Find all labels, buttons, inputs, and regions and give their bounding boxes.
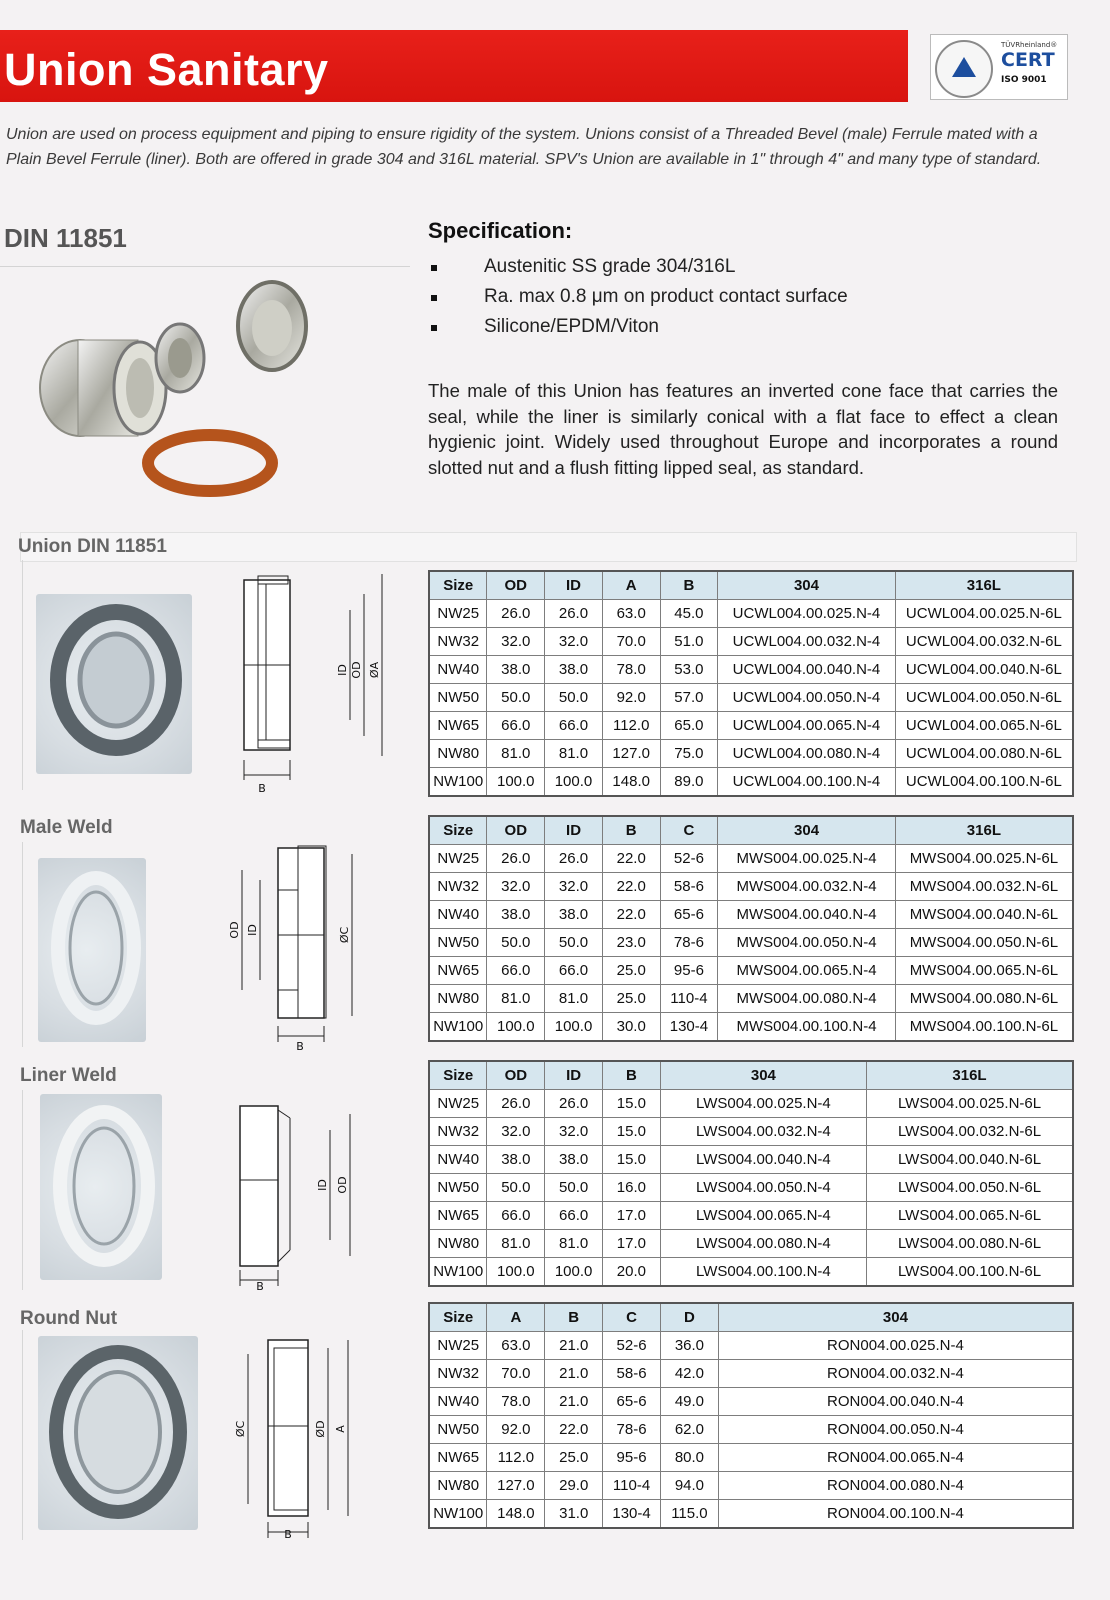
column-header: 304 bbox=[718, 571, 896, 600]
table-cell: MWS004.00.080.N-6L bbox=[895, 985, 1073, 1013]
table-cell: 130-4 bbox=[603, 1500, 661, 1529]
table-cell: 17.0 bbox=[603, 1202, 661, 1230]
table-row bbox=[429, 712, 1073, 740]
table-cell: UCWL004.00.065.N-6L bbox=[895, 712, 1073, 740]
table-cell: LWS004.00.025.N-4 bbox=[660, 1090, 866, 1118]
table-cell: 23.0 bbox=[602, 929, 660, 957]
product-photo bbox=[20, 278, 390, 498]
table-cell: 32.0 bbox=[487, 873, 545, 901]
cert-word: CERT bbox=[1001, 49, 1055, 71]
table-cell: 80.0 bbox=[661, 1444, 719, 1472]
table-cell: MWS004.00.065.N-4 bbox=[718, 957, 896, 985]
table-cell: 36.0 bbox=[661, 1332, 719, 1360]
table-cell: 38.0 bbox=[487, 656, 545, 684]
table-cell: 63.0 bbox=[602, 600, 660, 628]
table-cell: MWS004.00.032.N-6L bbox=[895, 873, 1073, 901]
column-header: 316L bbox=[895, 571, 1073, 600]
table-cell: UCWL004.00.100.N-4 bbox=[718, 768, 896, 797]
column-header: 304 bbox=[660, 1061, 866, 1090]
table-cell: 100.0 bbox=[487, 1013, 545, 1042]
table-cell: 130-4 bbox=[660, 1013, 718, 1042]
table-cell: UCWL004.00.032.N-6L bbox=[895, 628, 1073, 656]
column-header: OD bbox=[487, 816, 545, 845]
column-header: B bbox=[602, 816, 660, 845]
table-cell: 65-6 bbox=[660, 901, 718, 929]
cert-badge bbox=[930, 34, 1068, 100]
column-header: Size bbox=[429, 1303, 487, 1332]
column-header: B bbox=[545, 1303, 603, 1332]
male-weld-drawing bbox=[220, 840, 390, 1050]
table-cell: NW50 bbox=[429, 1174, 487, 1202]
table-cell: 15.0 bbox=[603, 1118, 661, 1146]
table-row bbox=[429, 985, 1073, 1013]
table-cell: 70.0 bbox=[602, 628, 660, 656]
table-cell: LWS004.00.050.N-6L bbox=[867, 1174, 1073, 1202]
table-cell: 58-6 bbox=[603, 1360, 661, 1388]
table-cell: NW25 bbox=[429, 1332, 487, 1360]
table-cell: 81.0 bbox=[545, 1230, 603, 1258]
table-cell: 32.0 bbox=[545, 1118, 603, 1146]
table-cell: MWS004.00.100.N-4 bbox=[718, 1013, 896, 1042]
union-photo bbox=[36, 594, 192, 774]
round-nut-table bbox=[428, 1302, 1074, 1529]
table-cell: 26.0 bbox=[487, 845, 545, 873]
table-cell: MWS004.00.050.N-4 bbox=[718, 929, 896, 957]
table-row bbox=[429, 1013, 1073, 1042]
table-cell: LWS004.00.040.N-6L bbox=[867, 1146, 1073, 1174]
table-cell: NW40 bbox=[429, 656, 487, 684]
table-cell: 89.0 bbox=[660, 768, 718, 797]
table-cell: MWS004.00.025.N-6L bbox=[895, 845, 1073, 873]
section-label-union: Union DIN 11851 bbox=[18, 536, 167, 557]
table-cell: 51.0 bbox=[660, 628, 718, 656]
column-header: Size bbox=[429, 571, 487, 600]
table-cell: NW40 bbox=[429, 901, 487, 929]
table-row bbox=[429, 929, 1073, 957]
table-cell: 29.0 bbox=[545, 1472, 603, 1500]
table-cell: 62.0 bbox=[661, 1416, 719, 1444]
table-row bbox=[429, 740, 1073, 768]
table-cell: 20.0 bbox=[603, 1258, 661, 1287]
table-row bbox=[429, 768, 1073, 797]
column-header: ID bbox=[545, 1061, 603, 1090]
table-cell: NW80 bbox=[429, 1472, 487, 1500]
drawing-label: ID bbox=[246, 924, 259, 936]
table-cell: NW80 bbox=[429, 985, 487, 1013]
table-cell: UCWL004.00.025.N-6L bbox=[895, 600, 1073, 628]
table-cell: 17.0 bbox=[603, 1230, 661, 1258]
table-cell: NW50 bbox=[429, 684, 487, 712]
table-cell: 50.0 bbox=[487, 929, 545, 957]
drawing-label: A bbox=[334, 1425, 347, 1433]
table-cell: 50.0 bbox=[545, 929, 603, 957]
table-cell: RON004.00.100.N-4 bbox=[718, 1500, 1073, 1529]
table-cell: RON004.00.025.N-4 bbox=[718, 1332, 1073, 1360]
column-header: 304 bbox=[718, 1303, 1073, 1332]
table-cell: 26.0 bbox=[545, 600, 603, 628]
table-cell: MWS004.00.100.N-6L bbox=[895, 1013, 1073, 1042]
table-cell: LWS004.00.100.N-6L bbox=[867, 1258, 1073, 1287]
table-row bbox=[429, 957, 1073, 985]
table-cell: UCWL004.00.040.N-4 bbox=[718, 656, 896, 684]
table-cell: UCWL004.00.100.N-6L bbox=[895, 768, 1073, 797]
spec-list bbox=[428, 252, 848, 342]
table-cell: LWS004.00.100.N-4 bbox=[660, 1258, 866, 1287]
male-weld-photo bbox=[38, 858, 146, 1042]
table-cell: 63.0 bbox=[487, 1332, 545, 1360]
round-nut-drawing bbox=[230, 1334, 390, 1540]
table-cell: 81.0 bbox=[545, 985, 603, 1013]
page-title: Union Sanitary bbox=[4, 44, 329, 95]
intro-paragraph: Union are used on process equipment and piping to ensure rigidity of the system. Unions consist of a Threaded Bevel (male) Ferrule mated with a Plain Bevel Ferrule (liner). Both are offered in grade 304 and 316L material. SPV's Union are available in 1" through 4" and many type of standard. bbox=[6, 126, 1042, 168]
table-cell: 22.0 bbox=[602, 845, 660, 873]
table-cell: LWS004.00.080.N-6L bbox=[867, 1230, 1073, 1258]
table-cell: 26.0 bbox=[487, 1090, 545, 1118]
column-header: D bbox=[661, 1303, 719, 1332]
table-cell: 38.0 bbox=[545, 1146, 603, 1174]
column-header: A bbox=[602, 571, 660, 600]
table-cell: 22.0 bbox=[602, 873, 660, 901]
bullet-icon bbox=[431, 295, 437, 301]
table-cell: 32.0 bbox=[487, 1118, 545, 1146]
table-cell: LWS004.00.025.N-6L bbox=[867, 1090, 1073, 1118]
cert-standard: ISO 9001 bbox=[1001, 75, 1047, 85]
table-row bbox=[429, 1472, 1073, 1500]
table-cell: 65-6 bbox=[603, 1388, 661, 1416]
table-cell: NW32 bbox=[429, 1360, 487, 1388]
table-row bbox=[429, 1202, 1073, 1230]
table-cell: 81.0 bbox=[487, 740, 545, 768]
table-row bbox=[429, 873, 1073, 901]
table-cell: LWS004.00.065.N-6L bbox=[867, 1202, 1073, 1230]
table-cell: NW80 bbox=[429, 740, 487, 768]
column-header: ID bbox=[545, 816, 603, 845]
cert-company: TÜVRheinland® bbox=[1001, 41, 1058, 49]
drawing-label: ØD bbox=[314, 1420, 327, 1438]
table-cell: 100.0 bbox=[487, 1258, 545, 1287]
table-cell: 66.0 bbox=[545, 1202, 603, 1230]
table-cell: 26.0 bbox=[487, 600, 545, 628]
table-cell: NW25 bbox=[429, 845, 487, 873]
table-cell: 15.0 bbox=[603, 1090, 661, 1118]
table-row bbox=[429, 845, 1073, 873]
table-cell: 57.0 bbox=[660, 684, 718, 712]
section-label-nut: Round Nut bbox=[20, 1308, 118, 1329]
table-cell: NW100 bbox=[429, 1013, 487, 1042]
table-cell: 92.0 bbox=[602, 684, 660, 712]
table-cell: NW50 bbox=[429, 929, 487, 957]
table-cell: 66.0 bbox=[487, 1202, 545, 1230]
list-item bbox=[428, 312, 848, 342]
table-cell: 52-6 bbox=[603, 1332, 661, 1360]
table-cell: LWS004.00.080.N-4 bbox=[660, 1230, 866, 1258]
table-cell: UCWL004.00.080.N-4 bbox=[718, 740, 896, 768]
table-cell: NW65 bbox=[429, 1444, 487, 1472]
spec-item-text: Silicone/EPDM/Viton bbox=[484, 316, 659, 337]
liner-weld-table bbox=[428, 1060, 1074, 1287]
table-cell: 75.0 bbox=[660, 740, 718, 768]
table-cell: NW65 bbox=[429, 712, 487, 740]
table-cell: 112.0 bbox=[602, 712, 660, 740]
table-row bbox=[429, 1444, 1073, 1472]
table-cell: 16.0 bbox=[603, 1174, 661, 1202]
column-header: 304 bbox=[718, 816, 896, 845]
table-cell: UCWL004.00.050.N-4 bbox=[718, 684, 896, 712]
table-cell: 21.0 bbox=[545, 1332, 603, 1360]
round-nut-photo bbox=[38, 1336, 198, 1530]
table-cell: 92.0 bbox=[487, 1416, 545, 1444]
table-row bbox=[429, 1230, 1073, 1258]
table-cell: 78-6 bbox=[660, 929, 718, 957]
table-row bbox=[429, 1090, 1073, 1118]
table-cell: NW100 bbox=[429, 1258, 487, 1287]
table-cell: UCWL004.00.065.N-4 bbox=[718, 712, 896, 740]
table-cell: 42.0 bbox=[661, 1360, 719, 1388]
table-row bbox=[429, 1258, 1073, 1287]
table-cell: 38.0 bbox=[487, 901, 545, 929]
table-row bbox=[429, 1416, 1073, 1444]
table-header-row bbox=[429, 816, 1073, 845]
table-cell: RON004.00.050.N-4 bbox=[718, 1416, 1073, 1444]
table-row bbox=[429, 656, 1073, 684]
spec-title: Specification: bbox=[428, 218, 573, 243]
table-cell: MWS004.00.080.N-4 bbox=[718, 985, 896, 1013]
table-cell: 148.0 bbox=[602, 768, 660, 797]
drawing-label: OD bbox=[350, 661, 363, 679]
table-row bbox=[429, 1332, 1073, 1360]
table-cell: 32.0 bbox=[545, 873, 603, 901]
table-cell: NW100 bbox=[429, 1500, 487, 1529]
table-cell: 38.0 bbox=[545, 656, 603, 684]
din-title: DIN 11851 bbox=[4, 223, 127, 253]
table-cell: 66.0 bbox=[487, 957, 545, 985]
table-cell: 95-6 bbox=[660, 957, 718, 985]
table-cell: NW40 bbox=[429, 1388, 487, 1416]
table-cell: MWS004.00.040.N-4 bbox=[718, 901, 896, 929]
table-cell: 25.0 bbox=[602, 985, 660, 1013]
table-row bbox=[429, 1388, 1073, 1416]
cert-seal-icon bbox=[935, 40, 993, 98]
spec-item-text: Ra. max 0.8 μm on product contact surface bbox=[484, 286, 848, 307]
table-row bbox=[429, 1118, 1073, 1146]
drawing-label: ØC bbox=[234, 1420, 247, 1438]
table-cell: 21.0 bbox=[545, 1388, 603, 1416]
drawing-label: B bbox=[284, 1528, 292, 1540]
table-cell: 58-6 bbox=[660, 873, 718, 901]
male-weld-table bbox=[428, 815, 1074, 1042]
table-cell: UCWL004.00.080.N-6L bbox=[895, 740, 1073, 768]
table-cell: 25.0 bbox=[602, 957, 660, 985]
table-cell: NW65 bbox=[429, 957, 487, 985]
table-cell: 127.0 bbox=[602, 740, 660, 768]
table-cell: MWS004.00.050.N-6L bbox=[895, 929, 1073, 957]
table-cell: 78.0 bbox=[487, 1388, 545, 1416]
table-cell: 100.0 bbox=[487, 768, 545, 797]
table-cell: 50.0 bbox=[545, 1174, 603, 1202]
table-cell: 78.0 bbox=[602, 656, 660, 684]
table-cell: NW50 bbox=[429, 1416, 487, 1444]
table-cell: 52-6 bbox=[660, 845, 718, 873]
table-row bbox=[429, 628, 1073, 656]
table-row bbox=[429, 684, 1073, 712]
divider bbox=[22, 1330, 23, 1540]
section-label-liner: Liner Weld bbox=[20, 1065, 117, 1086]
table-cell: 81.0 bbox=[487, 1230, 545, 1258]
table-cell: 100.0 bbox=[545, 768, 603, 797]
table-cell: NW32 bbox=[429, 873, 487, 901]
table-cell: 110-4 bbox=[603, 1472, 661, 1500]
table-cell: 32.0 bbox=[487, 628, 545, 656]
drawing-label: B bbox=[296, 1040, 304, 1050]
table-cell: 49.0 bbox=[661, 1388, 719, 1416]
table-row bbox=[429, 1174, 1073, 1202]
table-cell: NW100 bbox=[429, 768, 487, 797]
table-cell: 66.0 bbox=[545, 957, 603, 985]
table-cell: MWS004.00.040.N-6L bbox=[895, 901, 1073, 929]
table-cell: NW32 bbox=[429, 1118, 487, 1146]
table-cell: 45.0 bbox=[660, 600, 718, 628]
table-cell: NW65 bbox=[429, 1202, 487, 1230]
column-header: C bbox=[603, 1303, 661, 1332]
table-cell: UCWL004.00.040.N-6L bbox=[895, 656, 1073, 684]
table-cell: MWS004.00.032.N-4 bbox=[718, 873, 896, 901]
table-cell: RON004.00.065.N-4 bbox=[718, 1444, 1073, 1472]
list-item bbox=[428, 252, 848, 282]
table-cell: NW25 bbox=[429, 1090, 487, 1118]
table-cell: 32.0 bbox=[545, 628, 603, 656]
table-cell: 30.0 bbox=[602, 1013, 660, 1042]
table-header-row bbox=[429, 1061, 1073, 1090]
drawing-label: ØA bbox=[368, 661, 381, 679]
table-cell: 22.0 bbox=[545, 1416, 603, 1444]
table-cell: 21.0 bbox=[545, 1360, 603, 1388]
liner-weld-photo bbox=[40, 1094, 162, 1280]
table-cell: 50.0 bbox=[487, 684, 545, 712]
table-cell: LWS004.00.065.N-4 bbox=[660, 1202, 866, 1230]
table-cell: 66.0 bbox=[487, 712, 545, 740]
section-label-male: Male Weld bbox=[20, 817, 113, 838]
bullet-icon bbox=[431, 325, 437, 331]
description-paragraph: The male of this Union has features an inverted cone face that carries the seal, while the liner is similarly conical with a flat face to effect a clean hygienic joint. Widely used throughout Europe and incorporates a round slotted nut and a flush fitting lipped seal, as standard. bbox=[428, 380, 1058, 478]
column-header: OD bbox=[487, 1061, 545, 1090]
list-item bbox=[428, 282, 848, 312]
table-cell: 94.0 bbox=[661, 1472, 719, 1500]
column-header: 316L bbox=[895, 816, 1073, 845]
union-table bbox=[428, 570, 1074, 797]
table-cell: RON004.00.040.N-4 bbox=[718, 1388, 1073, 1416]
table-cell: 95-6 bbox=[603, 1444, 661, 1472]
column-header: 316L bbox=[867, 1061, 1073, 1090]
table-cell: LWS004.00.032.N-4 bbox=[660, 1118, 866, 1146]
column-header: OD bbox=[487, 571, 545, 600]
column-header: B bbox=[603, 1061, 661, 1090]
table-cell: 22.0 bbox=[602, 901, 660, 929]
table-header-row bbox=[429, 571, 1073, 600]
table-cell: 50.0 bbox=[487, 1174, 545, 1202]
drawing-label: ØC bbox=[338, 926, 351, 944]
divider bbox=[22, 842, 23, 1047]
table-cell: 66.0 bbox=[545, 712, 603, 740]
table-cell: 127.0 bbox=[487, 1472, 545, 1500]
section-band bbox=[20, 532, 1077, 562]
drawing-label: B bbox=[258, 782, 266, 795]
table-cell: 38.0 bbox=[487, 1146, 545, 1174]
column-header: Size bbox=[429, 1061, 487, 1090]
table-cell: 112.0 bbox=[487, 1444, 545, 1472]
column-header: B bbox=[660, 571, 718, 600]
table-cell: NW40 bbox=[429, 1146, 487, 1174]
bullet-icon bbox=[431, 265, 437, 271]
table-cell: 25.0 bbox=[545, 1444, 603, 1472]
drawing-label: OD bbox=[228, 921, 241, 939]
table-cell: RON004.00.080.N-4 bbox=[718, 1472, 1073, 1500]
table-row bbox=[429, 901, 1073, 929]
column-header: A bbox=[487, 1303, 545, 1332]
table-cell: 100.0 bbox=[545, 1258, 603, 1287]
divider bbox=[22, 1090, 23, 1290]
table-header-row bbox=[429, 1303, 1073, 1332]
table-cell: LWS004.00.050.N-4 bbox=[660, 1174, 866, 1202]
divider bbox=[22, 560, 23, 790]
drawing-label: ID bbox=[336, 664, 349, 676]
column-header: Size bbox=[429, 816, 487, 845]
table-cell: UCWL004.00.032.N-4 bbox=[718, 628, 896, 656]
table-cell: 26.0 bbox=[545, 845, 603, 873]
table-cell: 31.0 bbox=[545, 1500, 603, 1529]
table-cell: LWS004.00.032.N-6L bbox=[867, 1118, 1073, 1146]
table-cell: LWS004.00.040.N-4 bbox=[660, 1146, 866, 1174]
table-cell: 70.0 bbox=[487, 1360, 545, 1388]
table-row bbox=[429, 600, 1073, 628]
table-cell: 50.0 bbox=[545, 684, 603, 712]
union-drawing bbox=[222, 570, 402, 800]
table-cell: 110-4 bbox=[660, 985, 718, 1013]
table-row bbox=[429, 1500, 1073, 1529]
drawing-label: OD bbox=[336, 1176, 349, 1194]
table-cell: 115.0 bbox=[661, 1500, 719, 1529]
table-cell: NW80 bbox=[429, 1230, 487, 1258]
column-header: C bbox=[660, 816, 718, 845]
table-row bbox=[429, 1360, 1073, 1388]
column-header: ID bbox=[545, 571, 603, 600]
table-cell: 148.0 bbox=[487, 1500, 545, 1529]
drawing-label: ID bbox=[316, 1179, 329, 1191]
table-cell: 15.0 bbox=[603, 1146, 661, 1174]
table-cell: 81.0 bbox=[545, 740, 603, 768]
table-cell: UCWL004.00.025.N-4 bbox=[718, 600, 896, 628]
divider bbox=[0, 266, 410, 267]
table-cell: 78-6 bbox=[603, 1416, 661, 1444]
table-cell: 53.0 bbox=[660, 656, 718, 684]
table-cell: MWS004.00.065.N-6L bbox=[895, 957, 1073, 985]
table-cell: NW32 bbox=[429, 628, 487, 656]
table-row bbox=[429, 1146, 1073, 1174]
liner-weld-drawing bbox=[232, 1100, 392, 1290]
table-cell: 65.0 bbox=[660, 712, 718, 740]
table-cell: 38.0 bbox=[545, 901, 603, 929]
table-cell: NW25 bbox=[429, 600, 487, 628]
spec-item-text: Austenitic SS grade 304/316L bbox=[484, 256, 736, 277]
table-cell: 26.0 bbox=[545, 1090, 603, 1118]
table-cell: 81.0 bbox=[487, 985, 545, 1013]
table-cell: UCWL004.00.050.N-6L bbox=[895, 684, 1073, 712]
table-cell: RON004.00.032.N-4 bbox=[718, 1360, 1073, 1388]
table-cell: MWS004.00.025.N-4 bbox=[718, 845, 896, 873]
drawing-label: B bbox=[256, 1280, 264, 1290]
table-cell: 100.0 bbox=[545, 1013, 603, 1042]
